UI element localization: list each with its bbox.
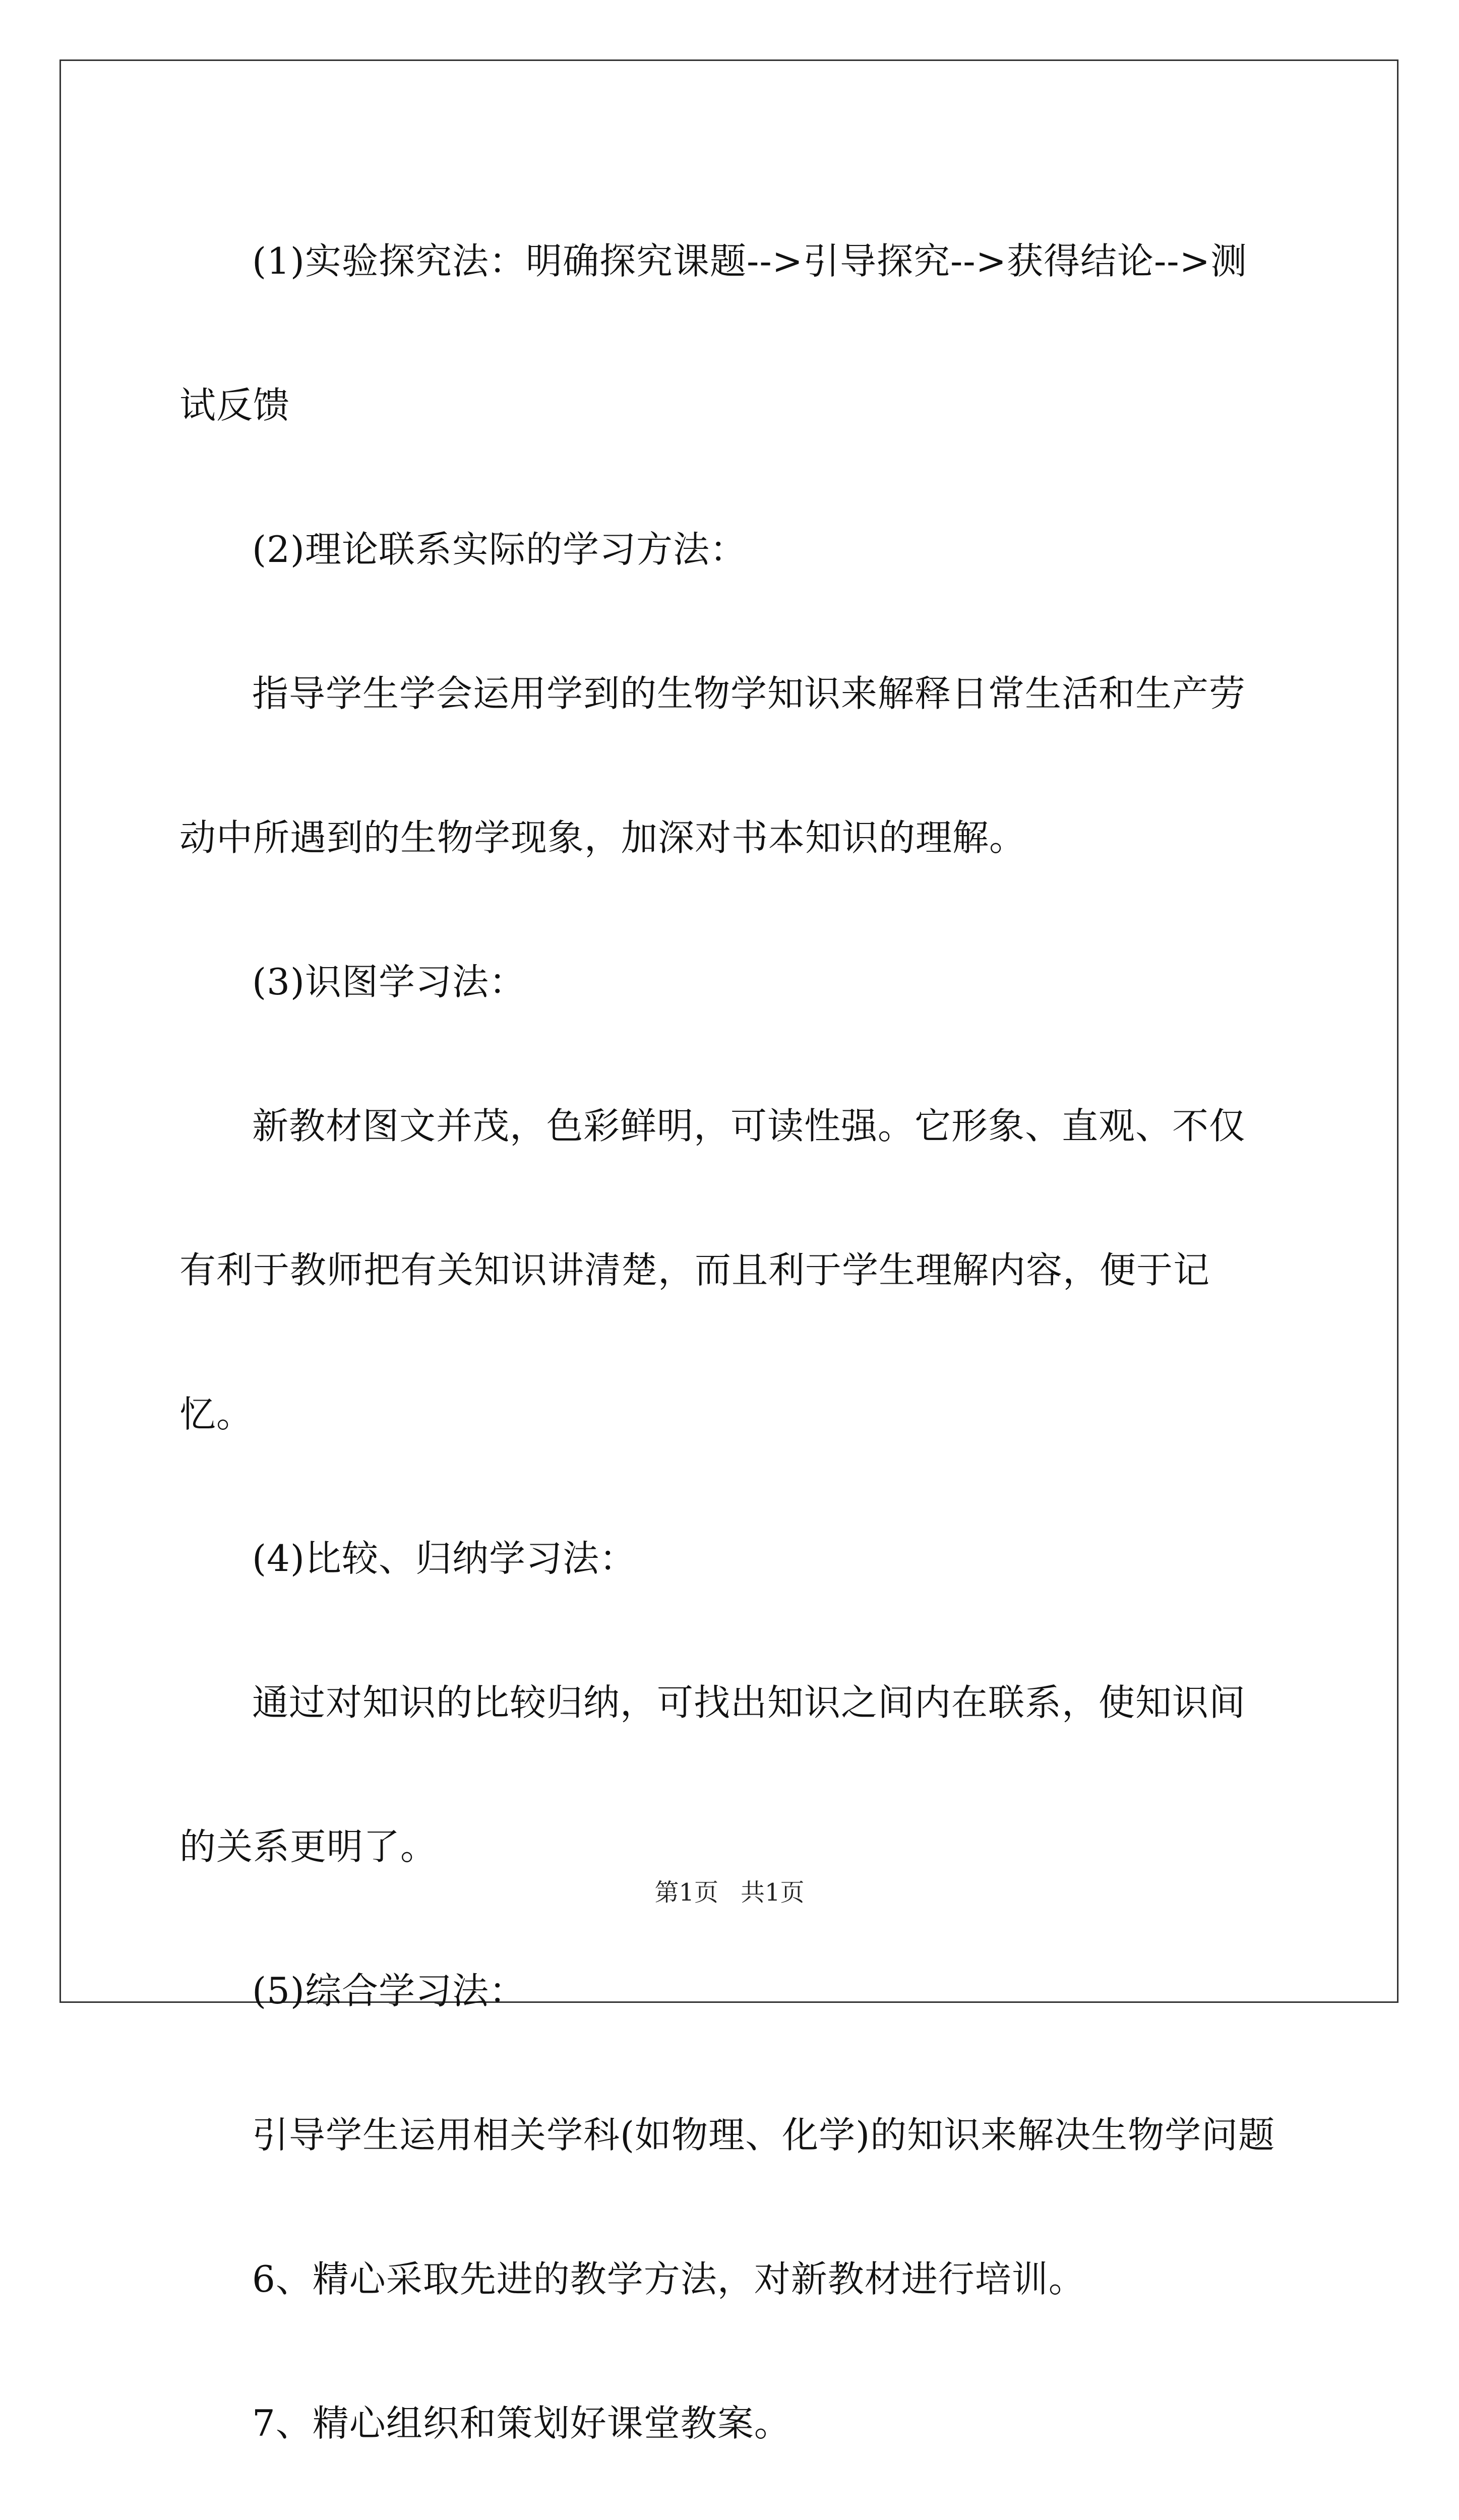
document-body xyxy=(179,189,1282,2520)
paragraph-method-4-body: 通过对知识的比较归纳，可找出知识之间内在联系，使知识间的关系更明了。 xyxy=(179,1681,1246,1868)
page-footer xyxy=(0,1873,1459,1908)
page-number-current: 第1页 xyxy=(654,1878,718,1907)
paragraph-method-2-heading: (2)理论联系实际的学习方法： xyxy=(252,528,747,571)
paragraph-method-5-body: 引导学生运用相关学科(如物理、化学)的知识来解决生物学问题 xyxy=(252,2114,1275,2156)
paragraph-method-4-heading: (4)比较、归纳学习法： xyxy=(252,1537,636,1580)
paragraph-item-7: 7、精心组织和策划好课堂教案。 xyxy=(252,2402,791,2444)
paragraph-method-1: (1)实验探究法：明确探究课题-->引导探究-->获得结论-->测试反馈 xyxy=(179,240,1247,426)
paragraph-item-8 xyxy=(179,2495,1282,2520)
paragraph-method-3-body: 新教材图文并茂，色彩鲜明，可读性强。它形象、直观、不仅有利于教师把有关知识讲清楚，而且利于学生理解内容，便于记忆。 xyxy=(179,1105,1246,1435)
page-number-total: 共1页 xyxy=(741,1878,805,1907)
paragraph-method-5-heading: (5)综合学习法： xyxy=(252,1970,526,2012)
paragraph-method-3-heading: (3)识图学习法： xyxy=(252,961,526,1003)
paragraph-method-2-body: 指导学生学会运用学到的生物学知识来解释日常生活和生产劳动中所遇到的生物学现象，加深对书本知识的理解。 xyxy=(179,672,1246,859)
paragraph-item-6: 6、精心采取先进的教学方法，对新教材进行培训。 xyxy=(252,2258,1085,2300)
